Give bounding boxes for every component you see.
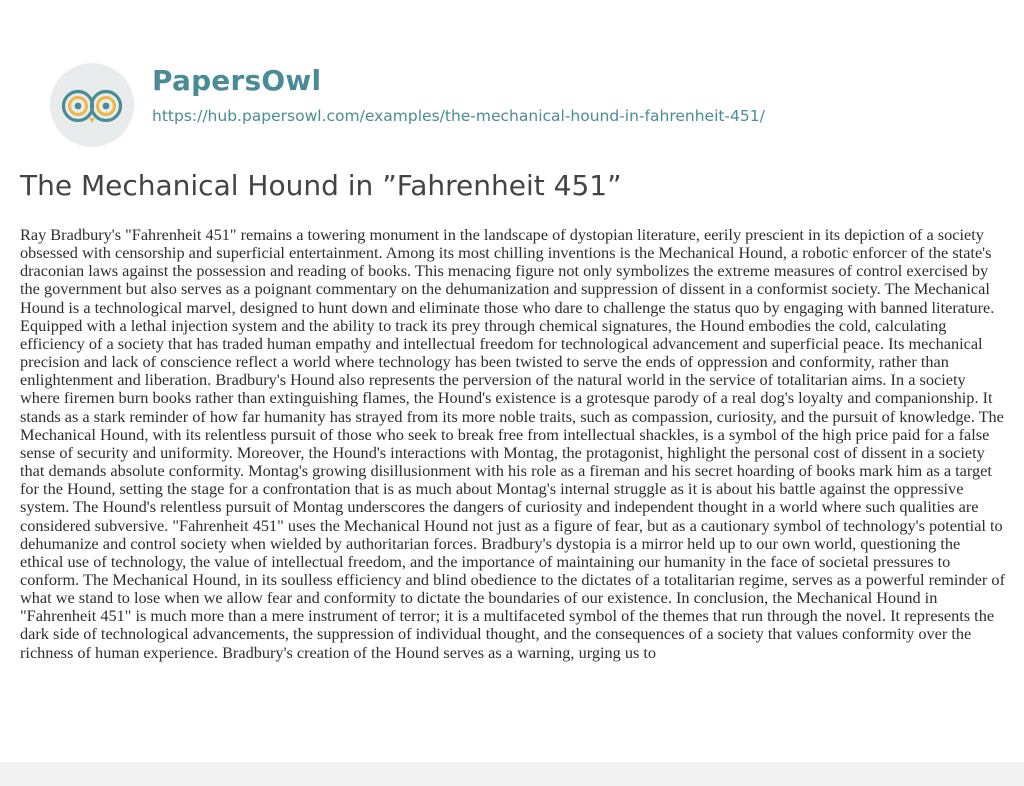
owl-eyes-logo-icon [47, 60, 137, 150]
page-header [0, 0, 1024, 160]
page-title: The Mechanical Hound in ”Fahrenheit 451” [20, 169, 622, 202]
brand-name: PapersOwl [152, 64, 322, 97]
source-url-link[interactable]: https://hub.papersowl.com/examples/the-mechanical-hound-in-fahrenheit-451/ [152, 107, 765, 125]
page-bottom-edge [0, 762, 1024, 786]
essay-body-text: Ray Bradbury's "Fahrenheit 451" remains a towering monument in the landscape of dystopian literature, eerily prescient in its depiction of a society obsessed with censorship and superficial entertainment. Among its most chilling inventions is the Mechanical Hound, a robotic enforcer of the state's draconian laws against the possession and reading of books. This menacing figure not only symbolizes the extreme measures of control exercised by the government but also serves as a poignant commentary on the dehumanization and suppression of dissent in a conformist society. The Mechanical Hound is a technological marvel, designed to hunt down and eliminate those who dare to challenge the status quo by engaging with banned literature. Equipped with a lethal injection system and the ability to track its prey through chemical signatures, the Hound embodies the cold, calculating efficiency of a society that has traded human empathy and intellectual freedom for technological advancement and superficial peace. Its mechanical precision and lack of conscience reflect a world where technology has been twisted to serve the ends of oppression and conformity, rather than enlightenment and liberation. Bradbury's Hound also represents the perversion of the natural world in the service of totalitarian aims. In a society where firemen burn books rather than extinguishing flames, the Hound's existence is a grotesque parody of a real dog's loyalty and companionship. It stands as a stark reminder of how far humanity has strayed from its more noble traits, such as compassion, curiosity, and the pursuit of knowledge. The Mechanical Hound, with its relentless pursuit of those who seek to break free from intellectual shackles, is a symbol of the high price paid for a false sense of security and uniformity. Moreover, the Hound's interactions with Montag, the protagonist, highlight the personal cost of dissent in a society that demands absolute conformity. Montag's growing disillusionment with his role as a fireman and his secret hoarding of books mark him as a target for the Hound, setting the stage for a confrontation that is as much about Montag's internal struggle as it is about his battle against the oppressive system. The Hound's relentless pursuit of Montag underscores the dangers of curiosity and independent thought in a world where such qualities are considered subversive. "Fahrenheit 451" uses the Mechanical Hound not just as a figure of fear, but as a cautionary symbol of technology's potential to dehumanize and control society when wielded by authoritarian forces. Bradbury's dystopia is a mirror held up to our own world, questioning the ethical use of technology, the value of intellectual freedom, and the importance of maintaining our humanity in the face of societal pressures to conform. The Mechanical Hound, in its soulless efficiency and blind obedience to the dictates of a totalitarian regime, serves as a powerful reminder of what we stand to lose when we allow fear and conformity to dictate the boundaries of our existence. In conclusion, the Mechanical Hound in "Fahrenheit 451" is much more than a mere instrument of terror; it is a multifaceted symbol of the themes that run through the novel. It represents the dark side of technological advancements, the suppression of individual thought, and the consequences of a society that values conformity over the richness of human experience. Bradbury's creation of the Hound serves as a warning, urging us to [20, 225, 1005, 662]
